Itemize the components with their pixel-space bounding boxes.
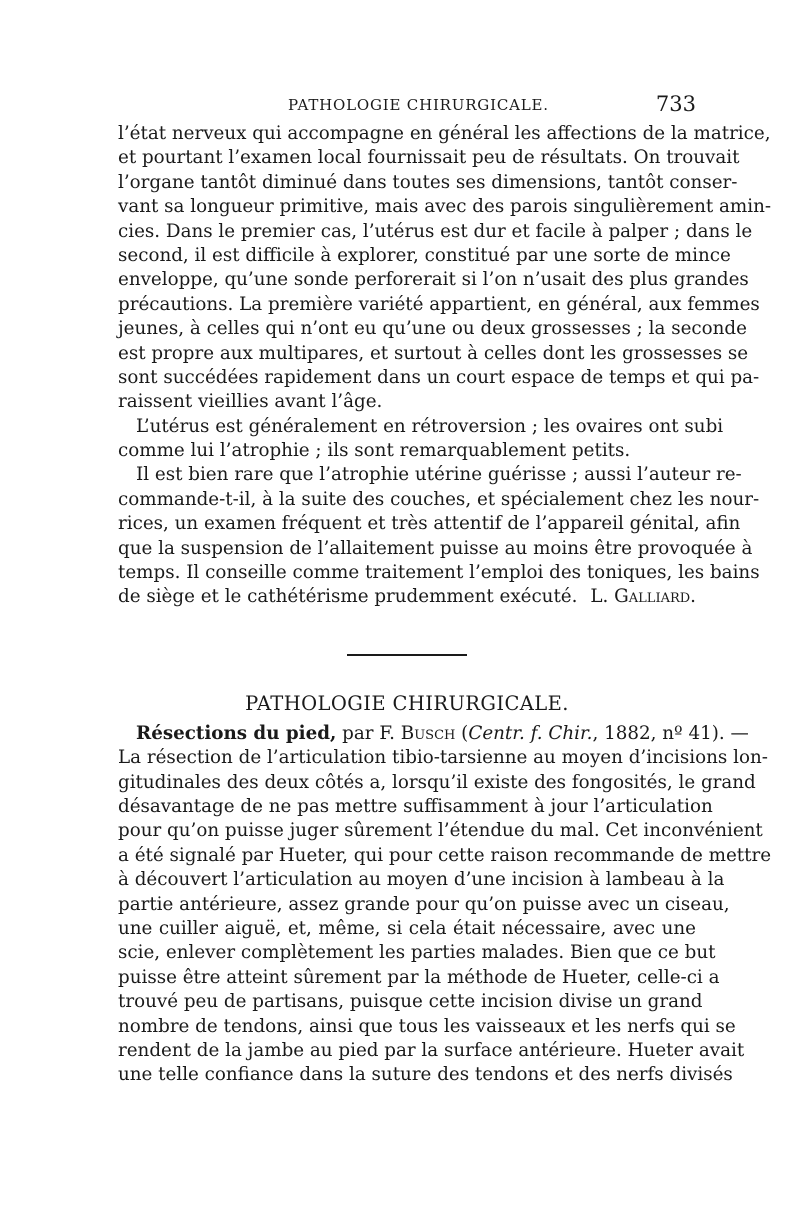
text-line: enveloppe, qu’une sonde perforerait si l’on n’usait des plus grandes xyxy=(118,269,749,291)
text-line: Il est bien rare que l’atrophie utérine guérisse ; aussi l’auteur re- xyxy=(136,464,742,486)
journal-name: Centr. f. Chir. xyxy=(468,722,593,744)
article-by: par xyxy=(336,722,380,744)
text-line: vant sa longueur primitive, mais avec des parois singulièrement amin- xyxy=(118,196,772,218)
book-page xyxy=(118,92,772,1088)
text-line: trouvé peu de partisans, puisque cette incision divise un grand xyxy=(118,991,703,1013)
text-line: comme lui l’atrophie ; ils sont remarquablement petits. xyxy=(118,440,631,462)
citation-rest: , 1882, nº 41). — xyxy=(592,722,749,744)
text-line: L’utérus est généralement en rétroversion ; les ovaires ont subi xyxy=(136,415,724,437)
text-line: commande-t-il, à la suite des couches, et spécialement chez les nour- xyxy=(118,488,760,510)
text-line: une cuiller aiguë, et, même, si cela était nécessaire, avec une xyxy=(118,917,696,939)
text-line: La résection de l’articulation tibio-tarsienne au moyen d’incisions lon- xyxy=(118,747,768,769)
text-line: scie, enlever complètement les parties malades. Bien que ce but xyxy=(118,942,716,964)
section-heading: PATHOLOGIE CHIRURGICALE. xyxy=(245,691,569,715)
text-line: pour qu’on puisse juger sûrement l’étendue du mal. Cet inconvénient xyxy=(118,820,763,842)
text-line: une telle confiance dans la suture des tendons et des nerfs divisés xyxy=(118,1064,733,1086)
article-title-line xyxy=(118,722,749,746)
text-line: l’organe tantôt diminué dans toutes ses dimensions, tantôt conser- xyxy=(118,171,738,193)
text-line: jeunes, à celles qui n’ont eu qu’une ou deux grossesses ; la seconde xyxy=(118,318,747,340)
text-line: raissent vieillies avant l’âge. xyxy=(118,391,383,413)
text-line: de siège et le cathétérisme prudemment exécuté. xyxy=(118,586,578,608)
article-title: Résections du pied, xyxy=(136,722,337,744)
text-line: rices, un examen fréquent et très attentif de l’appareil génital, afin xyxy=(118,513,741,535)
text-line: temps. Il conseille comme traitement l’emploi des toniques, les bains xyxy=(118,562,760,584)
text-line: est propre aux multipares, et surtout à celles dont les grossesses se xyxy=(118,342,749,364)
text-line: second, il est difficile à explorer, constitué par une sorte de mince xyxy=(118,244,731,266)
previous-article-text xyxy=(118,122,772,610)
text-line: nombre de tendons, ainsi que tous les vaisseaux et les nerfs qui se xyxy=(118,1015,736,1037)
running-head xyxy=(118,92,696,122)
text-line: que la suspension de l’allaitement puisse au moins être provoquée à xyxy=(118,537,753,559)
section-divider xyxy=(347,654,467,656)
text-line: partie antérieure, assez grande pour qu’on puisse avec un ciseau, xyxy=(118,893,730,915)
text-line: rendent de la jambe au pied par la surface antérieure. Hueter avait xyxy=(118,1039,745,1061)
signature-line xyxy=(118,585,696,609)
text-line: à découvert l’articulation au moyen d’une incision à lambeau à la xyxy=(118,869,725,891)
author-signature: L. Galliard. xyxy=(590,586,696,608)
text-line: sont succédées rapidement dans un court espace de temps et qui pa- xyxy=(118,366,760,388)
citation-open: ( xyxy=(455,722,469,744)
page-number: 733 xyxy=(655,92,696,116)
article-text xyxy=(118,722,772,1088)
text-line: précautions. La première variété appartient, en général, aux femmes xyxy=(118,293,760,315)
text-line: cies. Dans le premier cas, l’utérus est dur et facile à palper ; dans le xyxy=(118,220,753,242)
article-author: F. Busch xyxy=(379,722,456,744)
text-line: gitudinales des deux côtés a, lorsqu’il existe des fongosités, le grand xyxy=(118,771,756,793)
text-line: puisse être atteint sûrement par la méthode de Hueter, celle-ci a xyxy=(118,966,720,988)
text-line: et pourtant l’examen local fournissait peu de résultats. On trouvait xyxy=(118,147,740,169)
text-line: l’état nerveux qui accompagne en général les affections de la matrice, xyxy=(118,123,771,144)
text-line: a été signalé par Hueter, qui pour cette raison recommande de mettre xyxy=(118,844,772,866)
running-title: PATHOLOGIE CHIRURGICALE. xyxy=(288,96,549,114)
text-line: désavantage de ne pas mettre suffisamment à jour l’articulation xyxy=(118,795,713,817)
